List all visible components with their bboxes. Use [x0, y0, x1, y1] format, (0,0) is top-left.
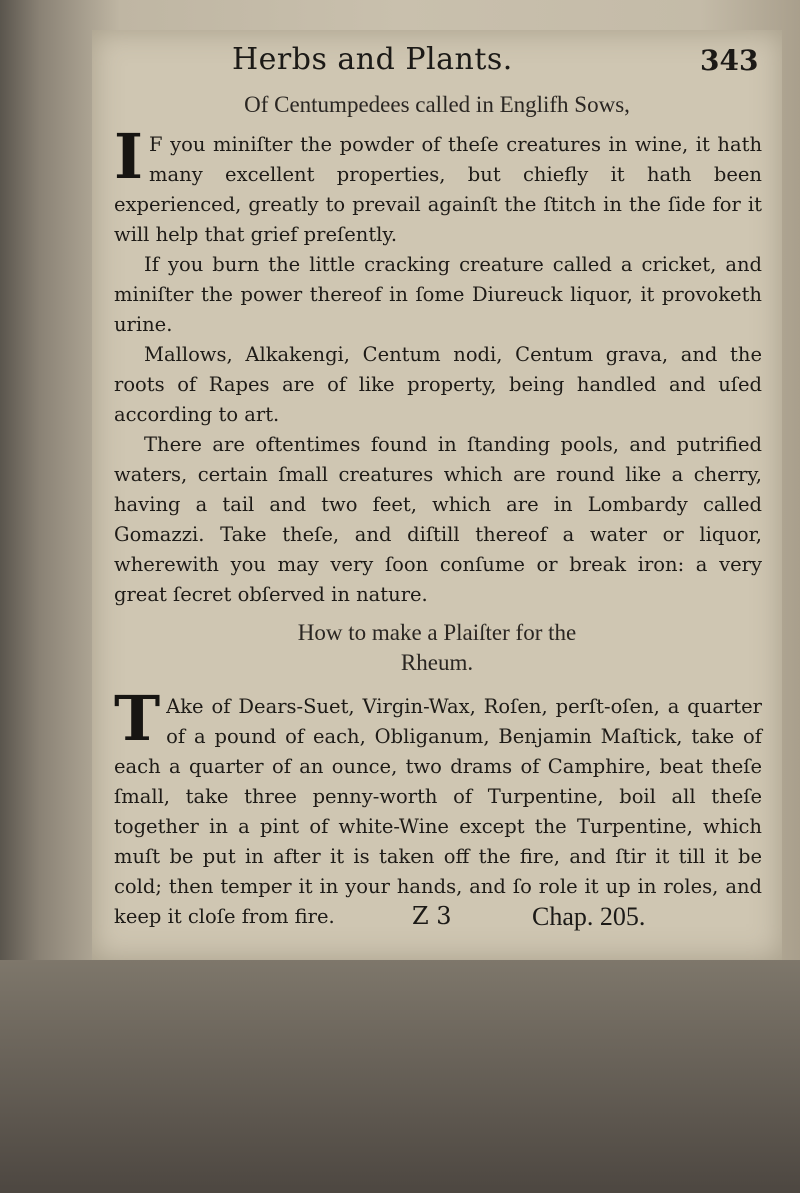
section-body-centumpedees — [114, 120, 762, 610]
paragraph: Mallows, Alkakengi, Centum nodi, Centum grava, and the roots of Rapes are of like property, being handled and uſed according to art. — [114, 343, 762, 426]
drop-cap: T — [114, 682, 161, 755]
section-title-centumpedees: Of Centumpedees called in Englifh Sows, — [244, 92, 630, 117]
paragraph — [114, 682, 762, 932]
book-page — [92, 30, 782, 960]
section-title-rheum: Rheum. — [400, 650, 474, 675]
section-body-plaister — [114, 682, 762, 932]
paragraph-text: F you miniſter the powder of theſe creatures in wine, it hath many excellent properties, but chiefly it hath been experienced, greatly to prevail againſt the ſtitch in the ſide for it will help that grief preſently. — [114, 133, 762, 246]
page-number: 343 — [700, 44, 759, 77]
running-title: Herbs and Plants. — [232, 42, 513, 77]
background-below-page — [0, 960, 800, 1193]
paragraph: There are oftentimes found in ſtanding pools, and putrified waters, certain ſmall creatures which are round like a cherry, having a tail and two feet, which are in Lombardy called Gomazzi. Take theſe, and diſtill thereof a water or liquor, wherewith you may very ſoon conſume or break iron: a very great ſecret obſerved in nature. — [114, 433, 762, 606]
paragraph-text: Ake of Dears-Suet, Virgin-Wax, Roſen, perſt-oſen, a quarter of a pound of each, Obliganum, Benjamin Maſtick, take of each a quarter of an ounce, two drams of Camphire, beat theſe ſmall, take three penny-worth of Turpentine, boil all theſe together in a pint of white-Wine except the Turpentine, which muſt be put in after it is taken off the fire, and ſtir it till it be cold; then temper it in your hands, and ſo role it up in roles, and keep it cloſe from fire. — [114, 695, 762, 928]
page-footer — [92, 902, 782, 942]
section-title-plaister: How to make a Plaiſter for the — [297, 620, 577, 645]
page-header — [92, 42, 782, 82]
paragraph — [114, 120, 762, 250]
drop-cap: I — [114, 120, 144, 193]
signature-mark: Z 3 — [412, 902, 452, 930]
paragraph: If you burn the little cracking creature called a cricket, and miniſter the power thereof in ſome Diureuck liquor, it provoketh urine. — [114, 253, 762, 336]
catchword: Chap. 205. — [532, 902, 646, 931]
